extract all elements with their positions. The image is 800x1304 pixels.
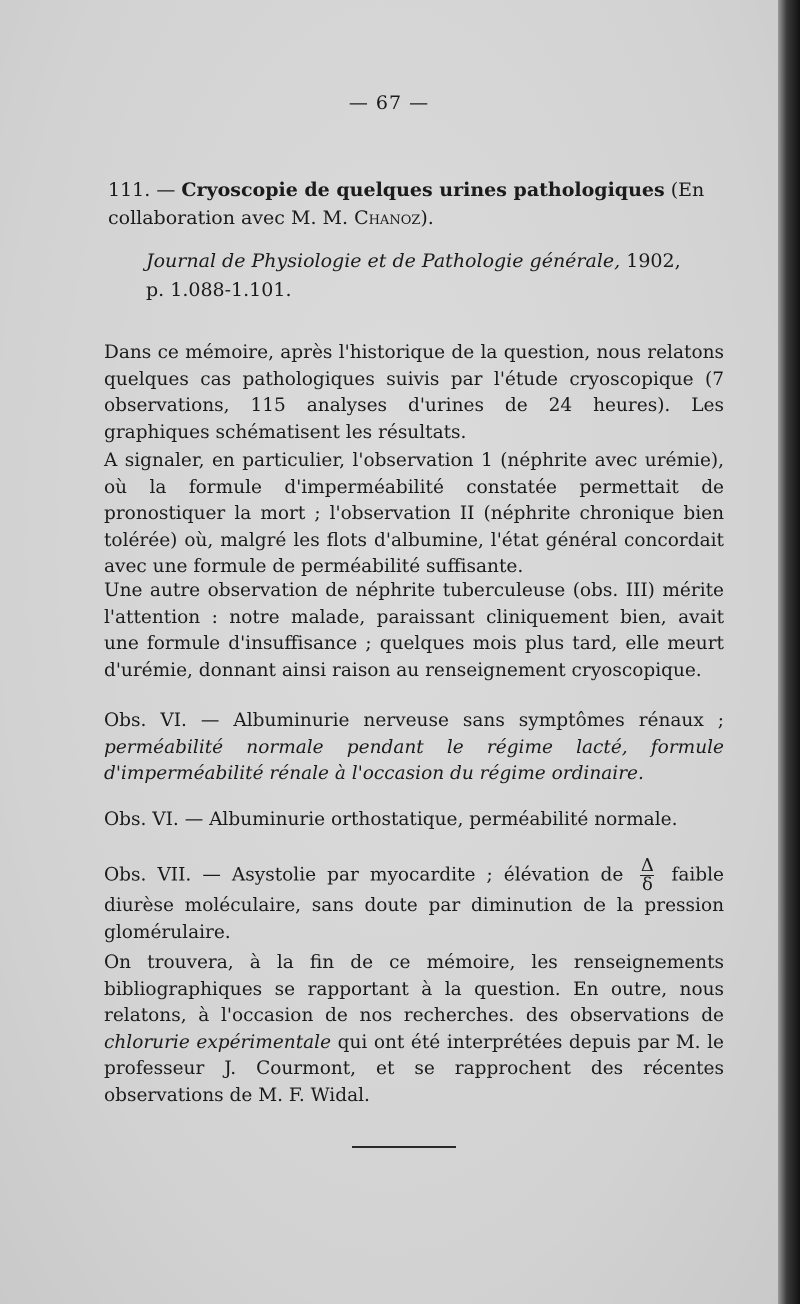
paragraph-conclusion	[104, 950, 724, 1109]
paragraph-intro	[104, 340, 724, 446]
paragraph-observation-3	[104, 578, 724, 684]
entry-dash: —	[156, 179, 176, 201]
observation-label: Obs. VII. — Asystolie par myocardite ; élévation de	[104, 864, 624, 886]
entry-title: Cryoscopie de quelques urines pathologiques	[181, 179, 665, 201]
entry-collab-prefix: (En collaboration avec M. M.	[108, 179, 705, 229]
observation-text: faible diurèse moléculaire, sans doute par diminution de la pression glomérulaire.	[104, 864, 724, 943]
fraction-denominator: δ	[641, 874, 653, 895]
observation-vi-nerveuse	[104, 708, 724, 788]
conclusion-part2: qui ont été interprétées depuis par M. le professeur J. Courmont, et se rapprochent des récentes observations de M. F. Widal.	[104, 1031, 724, 1106]
page-edge-shadow	[778, 0, 800, 1304]
observation-vii	[104, 855, 724, 946]
delta-fraction	[640, 855, 654, 895]
section-divider	[352, 1146, 456, 1148]
journal-year: 1902,	[626, 250, 681, 272]
journal-reference	[146, 247, 726, 305]
conclusion-part1: On trouvera, à la fin de ce mémoire, les renseignements bibliographiques se rapportant à la question. En outre, nous relatons, à l'occasion de nos recherches. des observations de	[104, 952, 724, 1026]
observation-vi-orthostatique	[104, 807, 724, 834]
conclusion-italic: chlorurie expérimentale	[104, 1031, 332, 1053]
paragraph-text: A signaler, en particulier, l'observation 1 (néphrite avec urémie), où la formule d'imperméabilité constatée permettait de pronostiquer la mort ; l'observation II (néphrite chronique bien tolérée) où, malgré les flots d'albumine, l'état général concordait avec une formule de perméabilité suffisante.	[104, 450, 724, 577]
journal-title: Journal de Physiologie et de Pathologie générale,	[146, 250, 621, 272]
observation-italic: perméabilité normale pendant le régime lacté, formule d'imperméabilité rénale à l'occasion du régime ordinaire.	[104, 736, 724, 784]
fraction-numerator: Δ	[640, 855, 654, 876]
paragraph-observation-1	[104, 448, 724, 581]
entry-number: 111.	[108, 179, 151, 201]
entry-heading	[108, 176, 728, 232]
entry-collab-suffix: ).	[420, 207, 434, 229]
paragraph-text: Dans ce mémoire, après l'historique de la question, nous relatons quelques cas pathologiques suivis par l'étude cryoscopique (7 observations, 115 analyses d'urines de 24 heures). Les graphiques schématisent les résultats.	[104, 342, 724, 443]
paragraph-text: Une autre observation de néphrite tuberculeuse (obs. III) mérite l'attention : notre malade, paraissant cliniquement bien, avait une formule d'insuffisance ; quelques mois plus tard, elle meurt d'urémie, donnant ainsi raison au renseignement cryoscopique.	[104, 580, 724, 681]
journal-pages: p. 1.088-1.101.	[146, 279, 292, 301]
observation-label: Obs. VI. — Albuminurie nerveuse sans symptômes rénaux ;	[104, 710, 724, 731]
entry-collab-name: Chanoz	[354, 207, 421, 229]
page-number: — 67 —	[348, 92, 430, 114]
observation-label: Obs. VI. — Albuminurie orthostatique, perméabilité normale.	[104, 809, 678, 830]
